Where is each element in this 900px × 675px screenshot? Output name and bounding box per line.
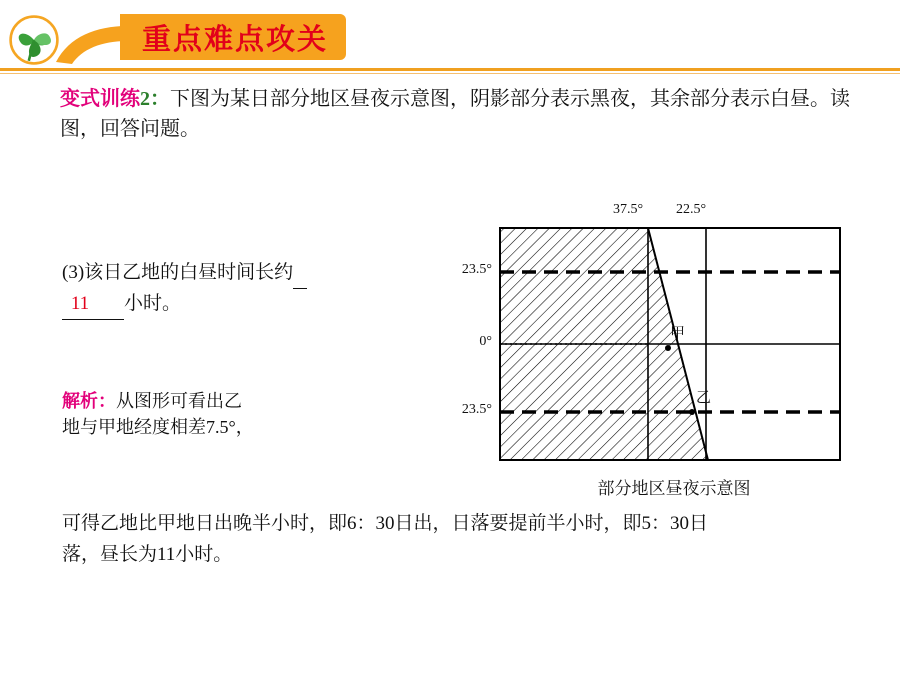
left-label-equator: 0° <box>479 334 492 349</box>
point-label-jia: 甲 <box>670 324 686 342</box>
point-yi-marker <box>689 409 695 415</box>
sub-question-prefix: (3)该日乙地的白昼时间长约 <box>62 262 294 283</box>
analysis-line1: 从图形可看出乙 <box>116 391 242 411</box>
header-divider <box>0 68 900 71</box>
analysis-block <box>62 388 402 440</box>
analysis-label: 解析： <box>62 391 116 411</box>
question-block <box>60 84 850 144</box>
header-divider-light <box>0 73 900 74</box>
conclusion-line2: 落，昼长为11小时。 <box>62 544 233 565</box>
question-tag: 变式训练 <box>60 88 140 110</box>
point-jia-marker <box>665 345 671 351</box>
point-label-yi: 乙 <box>696 388 712 406</box>
header-title: 重点难点攻关 <box>142 21 329 56</box>
conclusion-line1: 可得乙地比甲地日出晚半小时，即6：30日出，日落要提前半小时，即5：30日 <box>62 513 709 534</box>
header-banner <box>120 14 346 60</box>
top-label-37-5: 37.5° <box>613 202 644 217</box>
analysis-line2: 地与甲地经度相差7.5°， <box>62 417 254 437</box>
sub-question-answer: 11 <box>62 289 98 320</box>
conclusion-block <box>62 508 852 570</box>
question-text: 下图为某日部分地区昼夜示意图，阴影部分表示黑夜，其余部分表示白昼。读图，回答问题。 <box>60 88 850 140</box>
day-night-diagram <box>461 200 850 490</box>
left-label-tropic-south: 23.5° <box>461 402 492 417</box>
page-header <box>0 0 900 72</box>
clover-icon <box>8 14 60 66</box>
left-label-tropic-north: 23.5° <box>461 262 492 277</box>
figure-caption: 部分地区昼夜示意图 <box>597 479 751 499</box>
diagram-svg <box>498 200 850 490</box>
top-label-22-5: 22.5° <box>676 202 707 217</box>
sub-question-suffix: 小时。 <box>124 293 182 314</box>
question-tag-number: 2： <box>140 88 170 110</box>
sub-question-block <box>62 258 392 320</box>
